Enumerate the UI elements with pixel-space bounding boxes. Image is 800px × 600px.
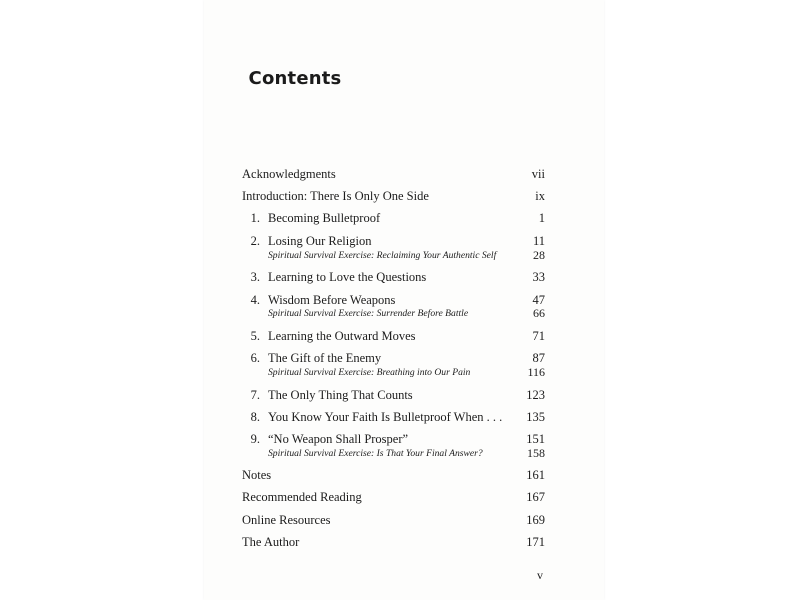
toc-subentry-label: Spiritual Survival Exercise: Breathing into Our Pain bbox=[268, 367, 471, 378]
toc-entry-label: Acknowledgments bbox=[242, 167, 336, 181]
toc-entry-page: vii bbox=[531, 167, 545, 181]
toc-entry-page: 1 bbox=[538, 211, 545, 225]
toc-entry-label: “No Weapon Shall Prosper” bbox=[268, 432, 409, 446]
toc-entry-chapter-3 bbox=[242, 269, 545, 285]
toc-entry-label: Recommended Reading bbox=[242, 490, 362, 504]
toc-entry-recommended-reading bbox=[242, 489, 545, 505]
toc-entry-page: 171 bbox=[526, 535, 545, 549]
toc-entry-page: 87 bbox=[532, 351, 545, 365]
toc-entry-chapter-1 bbox=[242, 210, 545, 226]
chapter-number: 9. bbox=[250, 432, 260, 446]
toc-entry-chapter-4 bbox=[242, 292, 545, 308]
toc-entry-label: You Know Your Faith Is Bulletproof When . . . bbox=[268, 410, 503, 424]
toc-entry-chapter-8 bbox=[242, 409, 545, 425]
toc-subentry-label: Spiritual Survival Exercise: Surrender Before Battle bbox=[268, 308, 469, 319]
toc-entry-label: The Only Thing That Counts bbox=[268, 388, 413, 402]
toc-entry-chapter-2 bbox=[242, 233, 545, 249]
toc-entry-page: 71 bbox=[532, 329, 545, 343]
toc-entry-page: 66 bbox=[533, 306, 545, 320]
toc-entry-chapter-5 bbox=[242, 328, 545, 344]
toc-subentry-label: Spiritual Survival Exercise: Reclaiming Your Authentic Self bbox=[268, 250, 497, 261]
toc-entry-page: ix bbox=[535, 189, 545, 203]
toc-entry-online-resources bbox=[242, 512, 545, 528]
toc-entry-introduction bbox=[242, 188, 545, 204]
toc-subentry-label: Spiritual Survival Exercise: Is That Your Final Answer? bbox=[268, 448, 483, 459]
toc-entry-the-author bbox=[242, 534, 545, 550]
toc-entry-label: Losing Our Religion bbox=[268, 234, 372, 248]
toc-entry-page: 169 bbox=[526, 513, 545, 527]
chapter-number: 2. bbox=[250, 234, 260, 248]
chapter-number: 3. bbox=[250, 270, 260, 284]
toc-entry-notes bbox=[242, 467, 545, 483]
toc-entry-label: Learning to Love the Questions bbox=[268, 270, 427, 284]
toc-entry-page: 11 bbox=[532, 234, 545, 248]
toc-entry-label: Becoming Bulletproof bbox=[268, 211, 381, 225]
toc-entry-page: 28 bbox=[533, 248, 545, 262]
chapter-number: 7. bbox=[250, 388, 260, 402]
toc-entry-acknowledgments bbox=[242, 166, 545, 182]
chapter-number: 6. bbox=[250, 351, 260, 365]
toc-entry-page: 161 bbox=[526, 468, 545, 482]
toc-subentry-exercise-3 bbox=[242, 366, 545, 379]
page-folio: v bbox=[537, 568, 543, 582]
toc-entry-page: 135 bbox=[526, 410, 545, 424]
toc-entry-label: Wisdom Before Weapons bbox=[268, 293, 396, 307]
toc-entry-label: Notes bbox=[242, 468, 272, 482]
toc-entry-page: 33 bbox=[532, 270, 545, 284]
toc-entry-page: 116 bbox=[527, 365, 545, 379]
toc-subentry-exercise-1 bbox=[242, 249, 545, 262]
toc-entry-chapter-9 bbox=[242, 431, 545, 447]
page-title: Contents bbox=[248, 68, 342, 89]
toc-entry-page: 123 bbox=[526, 388, 545, 402]
toc-entry-label: Learning the Outward Moves bbox=[268, 329, 416, 343]
chapter-number: 8. bbox=[250, 410, 260, 424]
chapter-number: 5. bbox=[250, 329, 260, 343]
toc-entry-page: 167 bbox=[526, 490, 545, 504]
toc-entry-label: The Gift of the Enemy bbox=[268, 351, 382, 365]
toc-entry-label: Online Resources bbox=[242, 513, 331, 527]
toc-entry-page: 158 bbox=[527, 446, 545, 460]
toc-entry-chapter-6 bbox=[242, 350, 545, 366]
toc-entry-page: 47 bbox=[532, 293, 545, 307]
toc-subentry-exercise-2 bbox=[242, 307, 545, 320]
toc-entry-page: 151 bbox=[526, 432, 545, 446]
toc-entry-chapter-7 bbox=[242, 387, 545, 403]
chapter-number: 4. bbox=[250, 293, 260, 307]
toc-subentry-exercise-4 bbox=[242, 447, 545, 460]
toc-entry-label: Introduction: There Is Only One Side bbox=[242, 189, 429, 203]
toc-entry-label: The Author bbox=[242, 535, 300, 549]
chapter-number: 1. bbox=[250, 211, 260, 225]
